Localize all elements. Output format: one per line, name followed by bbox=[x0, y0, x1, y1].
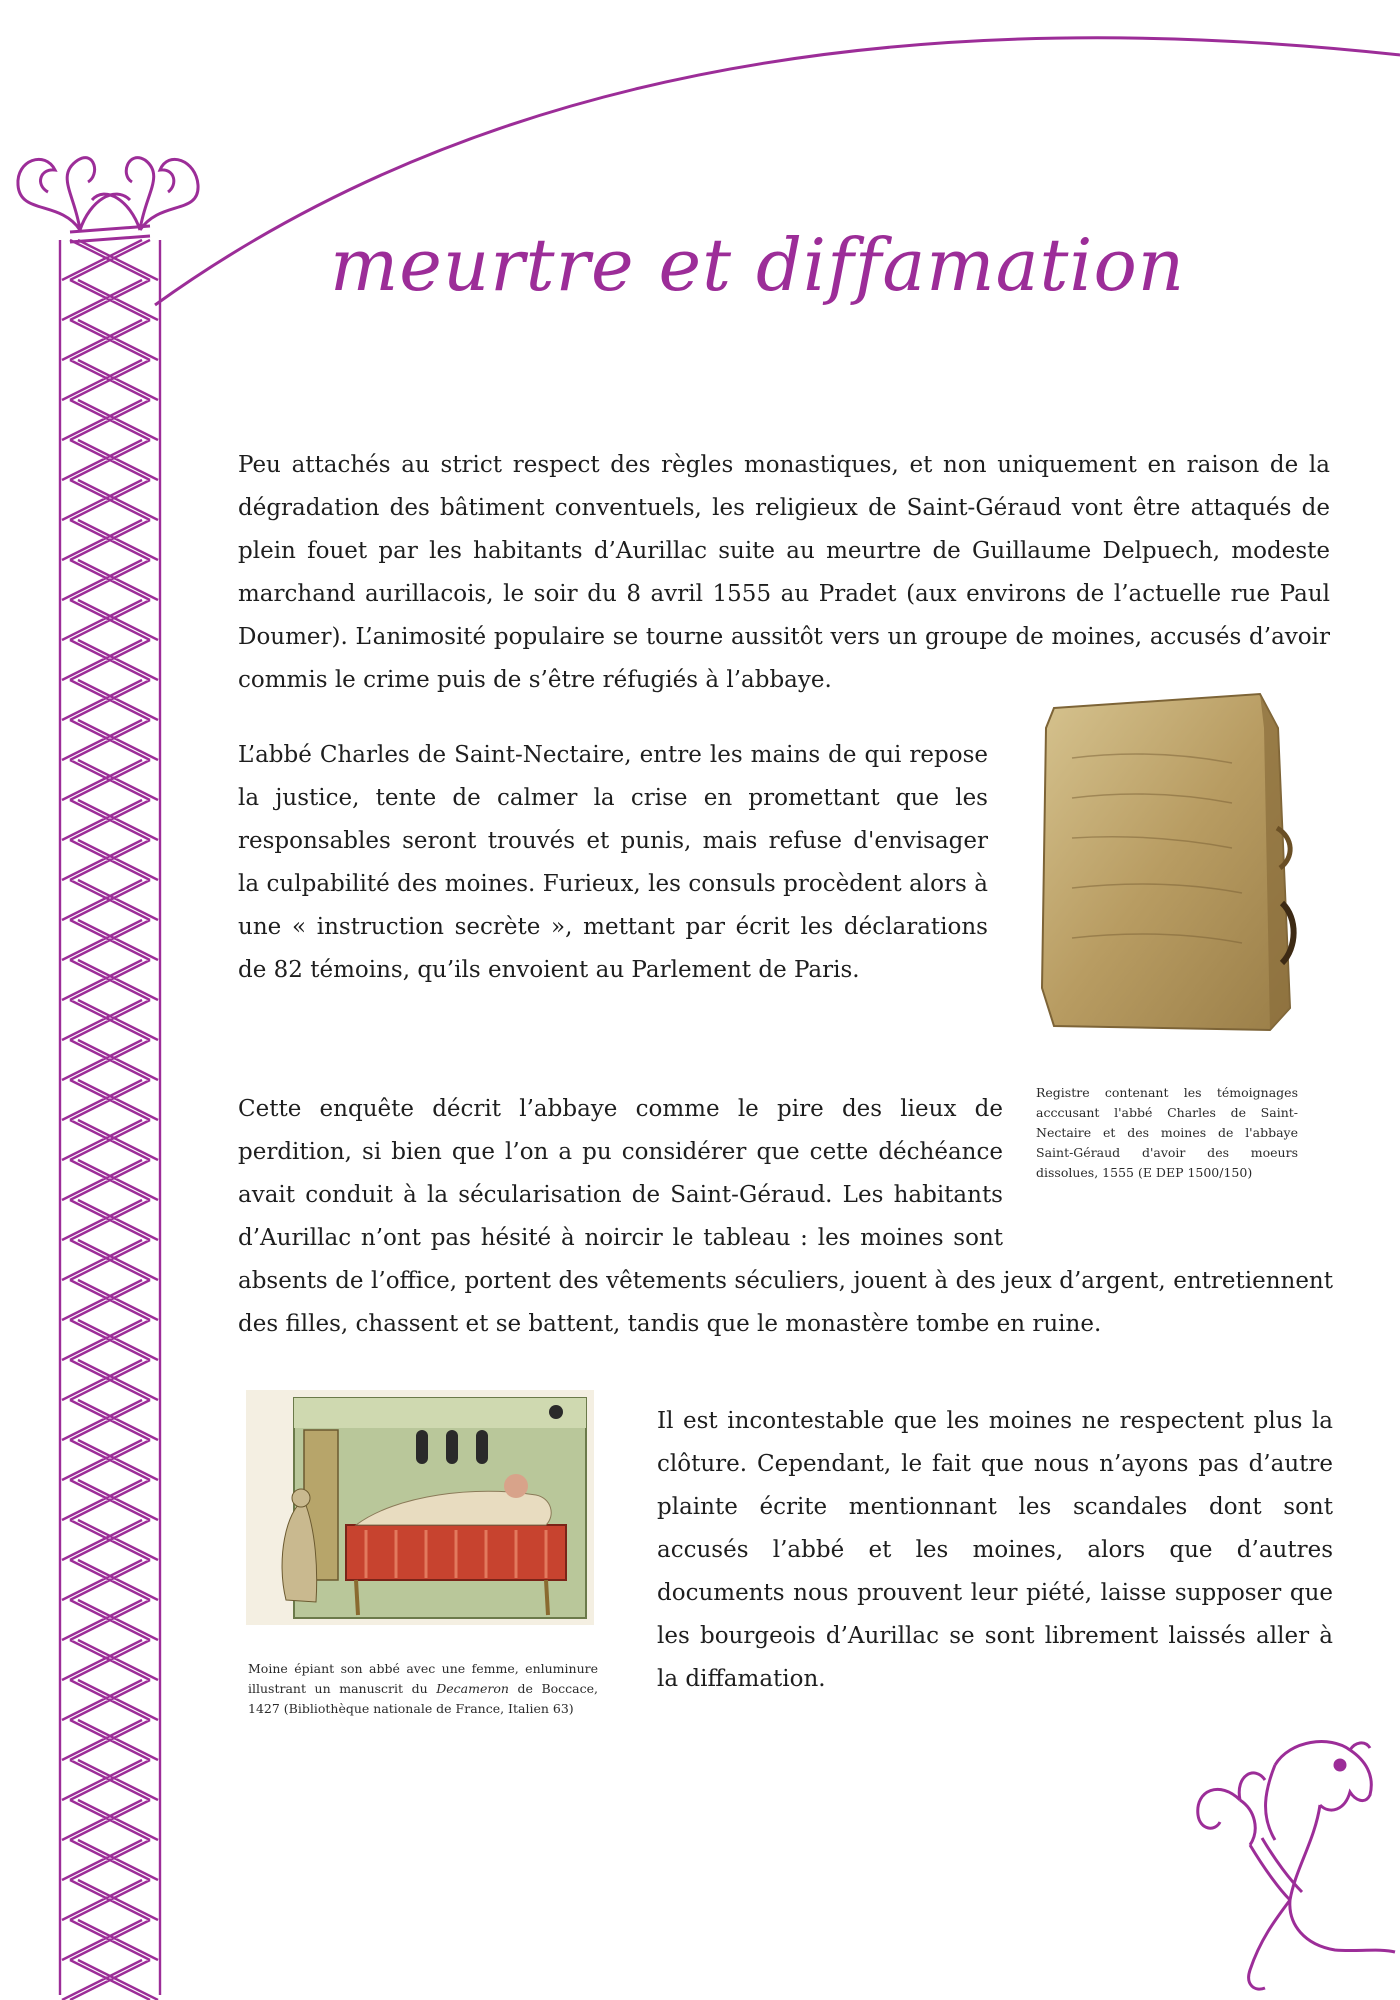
abbe-paragraph: L’abbé Charles de Saint-Nectaire, entre les mains de qui repose la justice, tente de calmer la crise en promettant que les responsables seront trouvés et punis, mais refuse d'envisager la culpabilité des moines. Furieux, les consuls procèdent alors à une « instruction secrète », mettant par écrit les déclarations de 82 témoins, qu’ils envoient au Parlement de Paris. bbox=[238, 742, 988, 983]
manuscript-caption bbox=[248, 1659, 598, 1719]
float-spacer bbox=[1003, 1088, 1333, 1218]
register-caption: Registre contenant les témoignages acccusant l'abbé Charles de Saint-Nectaire et des moines de l'abbaye Saint-Géraud d'avoir des moeurs dissolues, 1555 (E DEP 1500/150) bbox=[1036, 1085, 1298, 1180]
page-title: meurtre et diffamation bbox=[330, 223, 1186, 307]
enquete-text: Cette enquête décrit l’abbaye comme le pire des lieux de perdition, si bien que l’on a pu considérer que cette déchéance avait conduit à la sécularisation de Saint-Géraud. Les habitants d’Aurillac n’ont pas hésité à noircir le tableau : les moines sont absents de l’office, portent des vêtements séculiers, jouent à des jeux d’argent, entretiennent des filles, chassent et se battent, tandis que le monastère tombe en ruine. bbox=[238, 1096, 1333, 1337]
manuscript-caption-title: Decameron bbox=[436, 1681, 509, 1696]
braided-border-decoration bbox=[0, 0, 200, 2000]
manuscript-illumination bbox=[246, 1390, 594, 1625]
braid-strands bbox=[62, 240, 158, 2000]
conclusion-paragraph: Il est incontestable que les moines ne respectent plus la clôture. Cependant, le fait que nous n’ayons pas d’autre plainte écrite mentionnant les scandales dont sont accusés l’abbé et les moines, alors que d’autres documents nous prouvent leur piété, laisse supposer que les bourgeois d’Aurillac se sont librement laissés aller à la diffamation. bbox=[657, 1408, 1333, 1692]
manuscript-caption-start: Moine épiant son abbé avec une femme, enluminure illustrant un manuscrit du bbox=[248, 1661, 598, 1696]
enquete-paragraph bbox=[238, 1088, 1333, 1346]
intro-paragraph: Peu attachés au strict respect des règles monastiques, et non uniquement en raison de la dégradation des bâtiment conventuels, les religieux de Saint-Géraud vont être attaqués de plein fouet par les habitants d’Aurillac suite au meurtre de Guillaume Delpuech, modeste marchand aurillacois, le soir du 8 avril 1555 au Pradet (aux environs de l’actuelle rue Paul Doumer). L’animosité populaire se tourne aussitôt vers un groupe de moines, accusés d’avoir commis le crime puis de s’être réfugiés à l’abbaye. bbox=[238, 452, 1330, 693]
manuscript-caption-end: de Boccace, 1427 (Bibliothèque nationale de France, Italien 63) bbox=[248, 1681, 598, 1716]
grotesque-creature-decoration bbox=[1180, 1720, 1400, 2000]
register-book-photo bbox=[1032, 688, 1304, 1038]
